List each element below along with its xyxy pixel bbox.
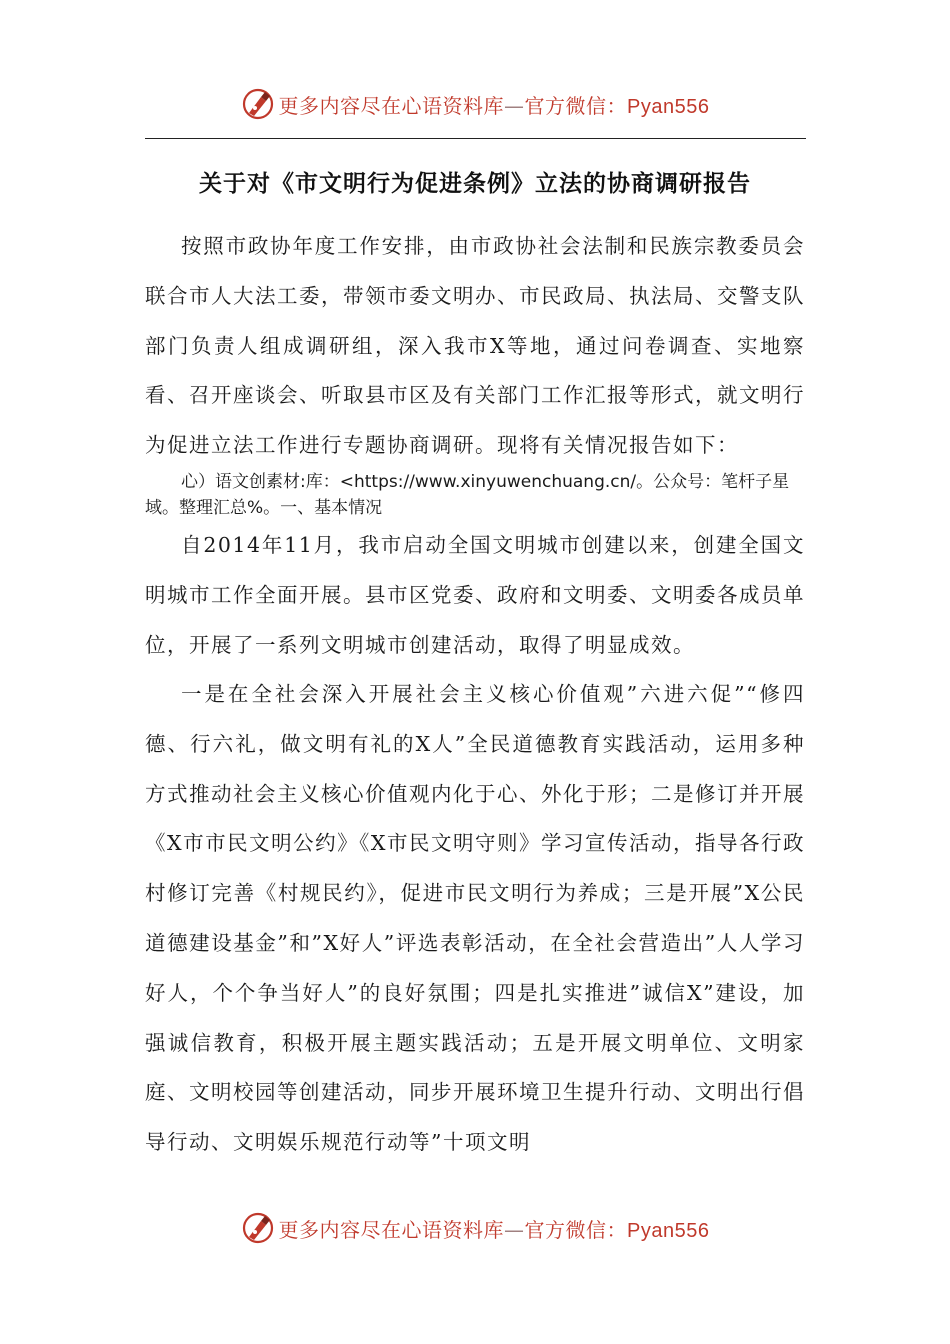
paragraph-measures: 一是在全社会深入开展社会主义核心价值观”六进六促”“修四德、行六礼，做文明有礼的X人”全民道德教育实践活动，运用多种方式推动社会主义核心价值观内化于心、外化于形；二是修订并开展《X市市民文明公约》《X市民文明守则》学习宣传活动，指导各行政村修订完善《村规民约》，促进市民文明行为养成；三是开展”X公民道德建设基金”和”X好人”评选表彰活动，在全社会营造出”人人学习好人，个个争当好人”的良好氛围；四是扎实推进”诚信X”建设，加强诚信教育，积极开展主题实践活动；五是开展文明单位、文明家庭、文明校园等创建活动，同步开展环境卫生提升行动、文明出行倡导行动、文明娱乐规范行动等”十项文明 (145, 682, 805, 1155)
banner-account: Pyan556 (627, 95, 710, 118)
header-banner (0, 82, 950, 126)
footer-dash: — (504, 1217, 525, 1242)
paragraph-background: 自2014年11月，我市启动全国文明城市创建以来，创建全国文明城市工作全面开展。县市区党委、政府和文明委、文明委各成员单位，开展了一系列文明城市创建活动，取得了明显成效。 (145, 533, 805, 657)
footer-label: 官方微信： (524, 1217, 628, 1242)
source-note: 心）语文创素材:库：<https://www.xinyuwenchuang.cn/。公众号：笔杆子星域。整理汇总%。一、基本情况 (145, 472, 790, 518)
banner-label: 官方微信： (524, 93, 628, 118)
footer-site-name: 更多内容尽在心语资料库 (278, 1217, 505, 1242)
footer-account: Pyan556 (627, 1219, 710, 1242)
banner-text (279, 90, 710, 119)
banner-dash: — (504, 93, 525, 118)
paragraph-intro: 按照市政协年度工作安排，由市政协社会法制和民族宗教委员会联合市人大法工委，带领市委文明办、市民政局、执法局、交警支队部门负责人组成调研组，深入我市X等地，通过问卷调查、实地察看、召开座谈会、听取县市区及有关部门工作汇报等形式，就文明行为促进立法工作进行专题协商调研。现将有关情况报告如下： (145, 234, 805, 458)
header-divider (145, 138, 806, 139)
footer-banner (0, 1206, 950, 1250)
pen-nib-logo-icon (241, 87, 275, 121)
banner-site-name: 更多内容尽在心语资料库 (278, 93, 505, 118)
footer-banner-text (279, 1214, 710, 1243)
pen-nib-logo-icon (241, 1211, 275, 1245)
document-title: 关于对《市文明行为促进条例》立法的协商调研报告 (199, 171, 751, 197)
